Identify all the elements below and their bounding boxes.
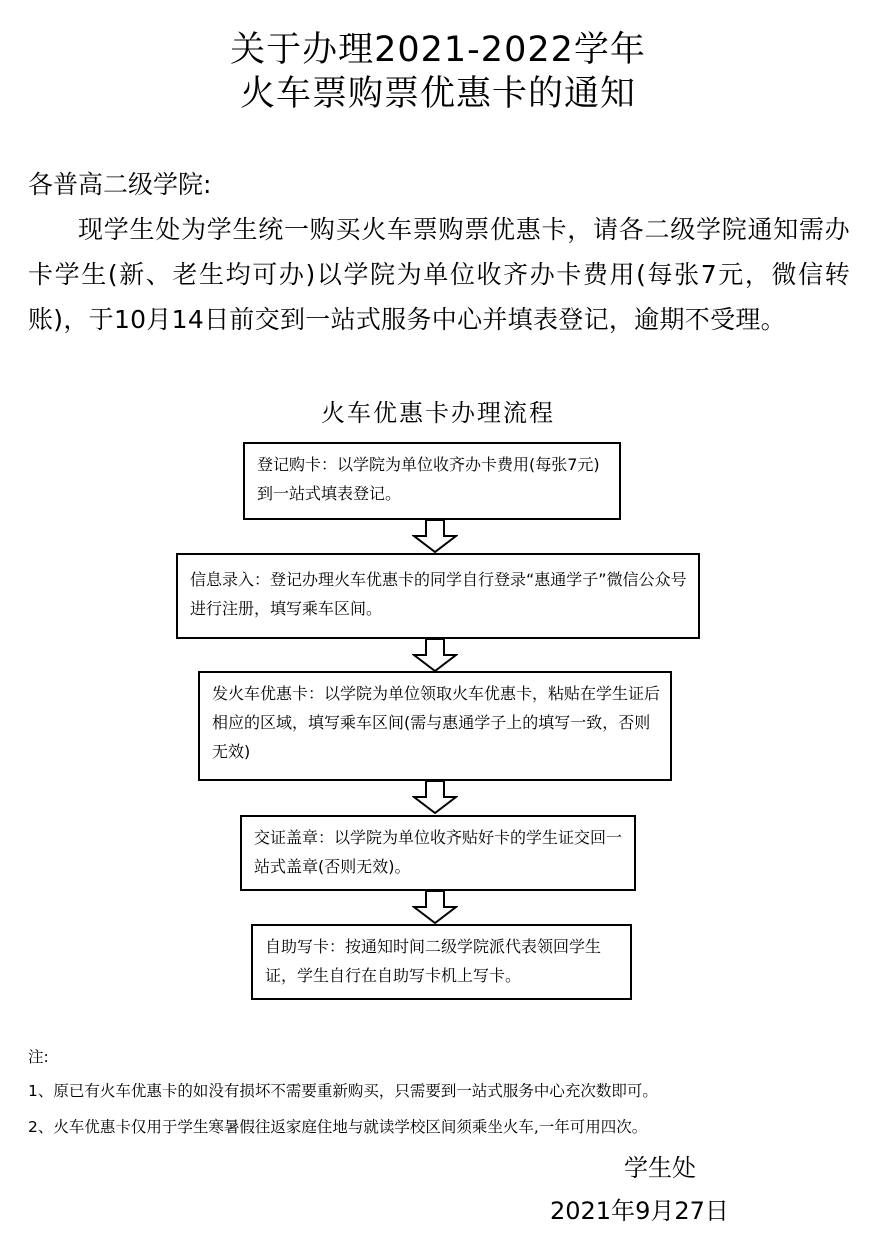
flow-step-issue-card: 发火车优惠卡：以学院为单位领取火车优惠卡，粘贴在学生证后相应的区域，填写乘车区间(需与惠通学子上的填写一致，否则无效): [198, 671, 672, 781]
signoff-department: 学生处: [624, 1154, 696, 1182]
note-item: 1、原已有火车优惠卡的如没有损坏不需要重新购买，只需要到一站式服务中心充次数即可。: [28, 1082, 658, 1100]
flow-step-stamp: 交证盖章：以学院为单位收齐贴好卡的学生证交回一站式盖章(否则无效)。: [240, 815, 636, 891]
document-title-line-1: 关于办理2021-2022学年: [230, 30, 646, 70]
flow-step-self-write: 自助写卡：按通知时间二级学院派代表领回学生证，学生自行在自助写卡机上写卡。: [251, 924, 632, 1000]
document-title-line-2: 火车票购票优惠卡的通知: [239, 74, 636, 114]
flow-arrow-down-icon: [412, 638, 458, 672]
signoff-date: 2021年9月27日: [550, 1197, 729, 1225]
salutation: 各普高二级学院:: [28, 170, 212, 199]
flow-arrow-down-icon: [412, 780, 458, 814]
flow-arrow-down-icon: [412, 890, 458, 924]
flowchart-title: 火车优惠卡办理流程: [321, 399, 555, 427]
flow-step-register: 登记购卡：以学院为单位收齐办卡费用(每张7元)到一站式填表登记。: [243, 442, 621, 520]
body-paragraph: 现学生处为学生统一购买火车票购票优惠卡，请各二级学院通知需办卡学生(新、老生均可办)以学院为单位收齐办卡费用(每张7元，微信转账)，于10月14日前交到一站式服务中心并填表登记，逾期不受理。: [28, 215, 850, 334]
flow-step-info-entry: 信息录入：登记办理火车优惠卡的同学自行登录“惠通学子”微信公众号进行注册，填写乘车区间。: [176, 553, 700, 639]
notes-heading: 注:: [28, 1048, 49, 1066]
note-item: 2、火车优惠卡仅用于学生寒暑假往返家庭住地与就读学校区间须乘坐火车,一年可用四次。: [28, 1118, 648, 1136]
flow-arrow-down-icon: [412, 519, 458, 553]
